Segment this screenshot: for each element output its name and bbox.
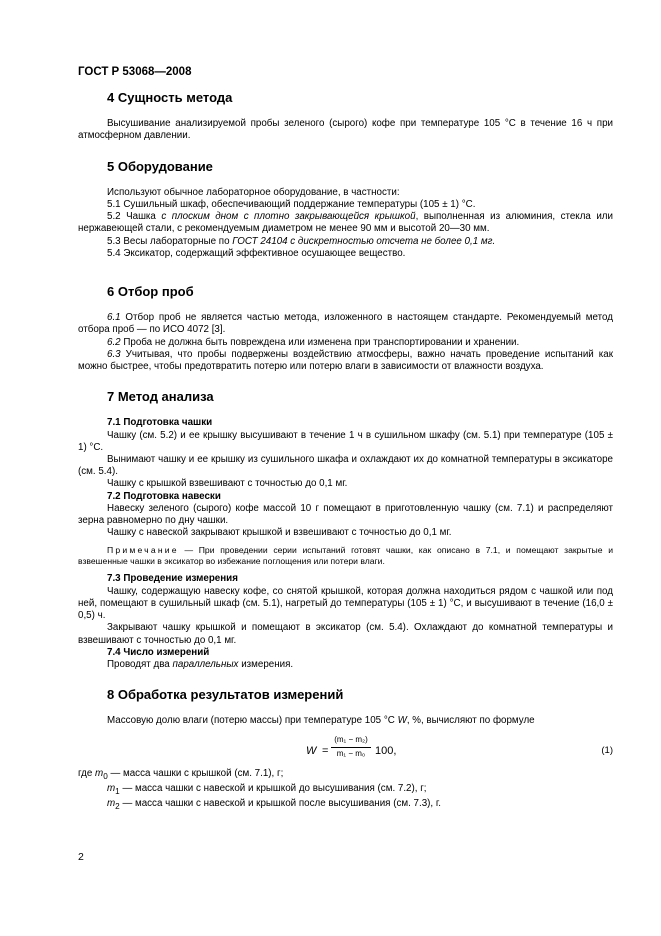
subsection-7-1-title: 7.1 Подготовка чашки <box>107 417 213 429</box>
subsection-7-3-title: 7.3 Проведение измерения <box>107 573 238 585</box>
section-5 <box>78 158 613 260</box>
definition-m2-symbol: m <box>107 797 116 809</box>
section-8 <box>78 689 613 813</box>
section-8-intro-c: , %, вычисляют по формуле <box>406 715 535 727</box>
formula-number: (1) <box>601 744 613 756</box>
definition-m1 <box>78 783 613 798</box>
subsection-7-4-title: 7.4 Число измерений <box>107 646 210 658</box>
document-header: ГОСТ Р 53068—2008 <box>78 66 192 78</box>
definition-m1-sub: 1 <box>115 786 120 796</box>
item-5-3-a: 5.3 Весы лабораторные по <box>107 235 233 247</box>
formula-w: W <box>306 744 317 757</box>
definitions <box>78 768 613 813</box>
subsection-7-2-title: 7.2 Подготовка навески <box>107 490 221 502</box>
section-7 <box>78 391 613 671</box>
note-text: — При проведении серии испытаний готовят чашки, как описано в 7.1, и помещают закрытые и взвешенные чашки в эксикатор во избежание поглощения или потери влаги. <box>78 545 613 567</box>
subsection-7-2-p1: Навеску зеленого (сырого) кофе массой 10 г помещают в приготовленную чашку (см. 7.1) и распределяют зерна равномерно по дну чашки. <box>78 502 613 527</box>
item-6-2-num: 6.2 <box>107 336 121 348</box>
formula-multiplier: 100, <box>375 744 397 757</box>
item-5-2-c: , выполненная из алюминия, стекла или нержавеющей стали, с рекомендуемым диаметром не менее 90 мм и высотой 20—30 мм. <box>78 211 613 235</box>
page-number: 2 <box>78 851 84 863</box>
subsection-7-3-p2: Закрывают чашку крышкой и помещают в эксикатор (см. 5.4). Охлаждают до комнатной температуры и взвешивают с точностью до 0,1 мг. <box>78 622 613 646</box>
item-6-1-num: 6.1 <box>107 312 121 324</box>
definition-m2 <box>78 798 613 813</box>
item-6-3 <box>78 349 613 373</box>
formula-fraction <box>331 734 371 760</box>
section-5-intro: Используют обычное лабораторное оборудование, в частности: <box>107 186 400 198</box>
section-4-text: Высушивание анализируемой пробы зеленого (сырого) кофе при температуре 105 °C в течение 16 ч при атмосферном давлении. <box>78 118 613 142</box>
subsection-7-4-a: Проводят два <box>107 658 173 670</box>
formula-numerator: (m₁ − m₂) <box>331 734 371 748</box>
section-8-intro-a: Массовую долю влаги (потерю массы) при температуре 105 °C <box>107 715 398 727</box>
section-6-title: 6 Отбор проб <box>107 284 194 300</box>
item-5-3 <box>78 236 613 248</box>
definition-where: где <box>78 767 96 779</box>
item-6-2-text: Проба не должна быть повреждена или изменена при транспортировании и хранении. <box>120 336 520 348</box>
section-5-title: 5 Оборудование <box>107 158 213 174</box>
definition-m2-text: — масса чашки с навеской и крышкой после высушивания (см. 7.3), г. <box>119 797 441 809</box>
item-6-2 <box>78 337 613 349</box>
item-5-4: 5.4 Эксикатор, содержащий эффективное осушающее вещество. <box>107 247 406 259</box>
subsection-7-4-b: параллельных <box>172 658 239 670</box>
definition-m0-symbol: m <box>95 767 104 779</box>
item-5-1: 5.1 Сушильный шкаф, обеспечивающий поддержание температуры (105 ± 1) °C. <box>107 199 476 211</box>
item-6-1 <box>78 312 613 336</box>
item-5-2 <box>78 211 613 235</box>
definition-m2-sub: 2 <box>115 801 120 811</box>
section-4 <box>78 92 613 143</box>
formula-denominator: m₁ − m₀ <box>336 748 366 758</box>
section-4-title: 4 Сущность метода <box>107 90 233 105</box>
item-6-3-text: Учитывая, что пробы подвержены воздействию атмосферы, важно начать проведение испытаний как можно быстрее, чтобы предотвратить потерю или потерю влаги в зависимости от влажности воздуха. <box>78 348 613 373</box>
definition-m0-text: — масса чашки с крышкой (см. 7.1), г; <box>107 767 284 779</box>
subsection-7-4-p1 <box>78 659 613 671</box>
note <box>78 545 613 567</box>
definition-m0-sub: 0 <box>103 771 108 781</box>
item-6-3-num: 6.3 <box>107 348 121 360</box>
formula-1 <box>78 734 613 768</box>
section-8-intro-w: W <box>397 715 407 727</box>
section-8-title: 8 Обработка результатов измерений <box>107 687 344 703</box>
item-5-3-b: ГОСТ 24104 с дискретностью отсчета не более 0,1 мг. <box>232 235 496 247</box>
subsection-7-2-p2: Чашку с навеской закрывают крышкой и взвешивают с точностью до 0,1 мг. <box>107 527 452 539</box>
definition-m0 <box>78 768 613 783</box>
subsection-7-4-c: измерения. <box>238 658 294 670</box>
definition-m1-symbol: m <box>107 782 116 794</box>
subsection-7-1-p1: Чашку (см. 5.2) и ее крышку высушивают в течение 1 ч в сушильном шкафу (см. 5.1) при температуре (105 ± 1) °C. <box>78 429 613 453</box>
item-6-1-text: Отбор проб не является частью метода, изложенного в настоящем стандарте. Рекомендуемый метод отбора проб — по ИСО 4072 [3]. <box>78 312 613 336</box>
subsection-7-1-p3: Чашку с крышкой взвешивают с точностью до 0,1 мг. <box>107 478 348 490</box>
item-5-2-a: 5.2 Чашка <box>107 211 162 223</box>
note-label: Примечание <box>107 545 179 556</box>
section-8-intro <box>78 715 613 727</box>
subsection-7-1-p2: Вынимают чашку и ее крышку из сушильного шкафа и охлаждают их до комнатной температуры в эксикаторе (см. 5.4). <box>78 454 613 478</box>
item-5-2-b: с плоским дном с плотно закрывающейся крышкой <box>161 211 416 223</box>
subsection-7-3-p1: Чашку, содержащую навеску кофе, со снятой крышкой, которая должна находиться рядом с чашкой или под ней, помещают в сушильный шкаф (см. 5.1), нагретый до температуры (105 ± 1) °C, и высушивают в течение (16,0 ± 0,5) ч. <box>78 585 613 622</box>
definition-m1-text: — масса чашки с навеской и крышкой до высушивания (см. 7.2), г; <box>119 782 427 794</box>
formula-equals: = <box>322 744 329 757</box>
document-body <box>78 92 613 813</box>
section-6 <box>78 286 613 373</box>
section-7-title: 7 Метод анализа <box>107 389 214 405</box>
